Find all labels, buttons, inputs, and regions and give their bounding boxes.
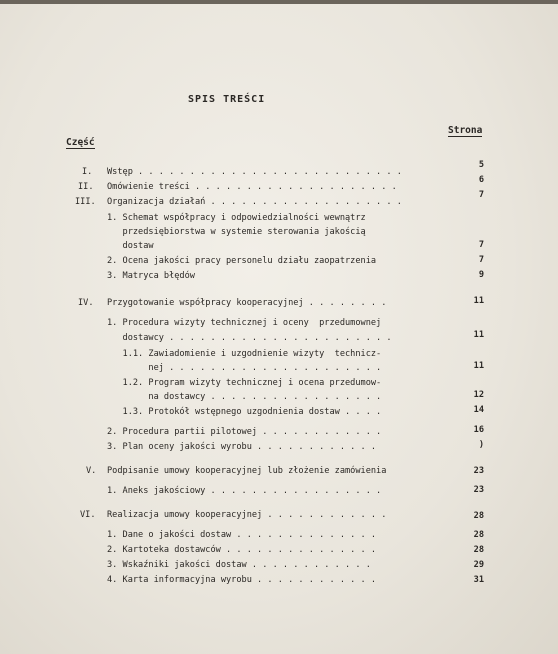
row-page: ) — [478, 440, 484, 450]
row-page: 28 — [473, 530, 484, 540]
row-text: Podpisanie umowy kooperacyjnej lub złożenie zamówienia — [107, 466, 387, 476]
row-number: I. — [82, 167, 93, 177]
row-page: 12 — [473, 390, 484, 400]
row-page: 28 — [473, 511, 484, 521]
row-number: III. — [75, 197, 96, 207]
row-text: Realizacja umowy kooperacyjnej . . . . . . . . . . . . — [107, 510, 387, 520]
header-page: Strona — [448, 125, 483, 136]
row-text: 1. Aneks jakościowy . . . . . . . . . . . . . . . . . — [107, 486, 382, 496]
row-text: 3. Plan oceny jakości wyrobu . . . . . . . . . . . . — [107, 442, 377, 452]
row-page: 7 — [478, 190, 484, 200]
row-text: 1.3. Protokół wstępnego uzgodnienia dostaw . . . . — [107, 407, 382, 417]
row-text: Przygotowanie współpracy kooperacyjnej . . . . . . . . — [107, 298, 387, 308]
row-number: IV. — [78, 298, 94, 308]
row-text: 3. Wskaźniki jakości dostaw . . . . . . . . . . . . — [107, 560, 371, 570]
row-text: 1.2. Program wizyty technicznej i ocena przedumow- — [107, 378, 382, 388]
row-page: 7 — [478, 240, 484, 250]
row-page: 7 — [478, 255, 484, 265]
row-page: 28 — [473, 545, 484, 555]
header-part: Część — [66, 137, 95, 148]
row-text: 2. Procedura partii pilotowej . . . . . . . . . . . . — [107, 427, 382, 437]
row-text: Omówienie treści . . . . . . . . . . . . . . . . . . . . — [107, 182, 397, 192]
row-page: 6 — [478, 175, 484, 185]
row-page: 11 — [473, 330, 484, 340]
row-page: 23 — [473, 485, 484, 495]
row-text: przedsiębiorstwa w systemie sterowania jakością — [107, 227, 366, 237]
row-text: 1. Procedura wizyty technicznej i oceny przedumownej — [107, 318, 382, 328]
row-page: 9 — [478, 270, 484, 280]
row-text: 1.1. Zawiadomienie i uzgodnienie wizyty technicz- — [107, 349, 382, 359]
row-text: 3. Matryca błędów — [107, 271, 195, 281]
row-text: na dostawcy . . . . . . . . . . . . . . . . . — [107, 392, 382, 402]
row-page: 29 — [473, 560, 484, 570]
row-page: 16 — [473, 425, 484, 435]
toc-title: SPIS TREŚCI — [188, 94, 266, 105]
row-page: 23 — [473, 466, 484, 476]
row-page: 11 — [473, 361, 484, 371]
row-page: 11 — [473, 296, 484, 306]
row-text: 4. Karta informacyjna wyrobu . . . . . . . . . . . . — [107, 575, 377, 585]
row-number: II. — [78, 182, 94, 192]
row-page: 14 — [473, 405, 484, 415]
page-top-edge — [0, 0, 558, 4]
row-text: 1. Dane o jakości dostaw . . . . . . . . . . . . . . — [107, 530, 377, 540]
row-text: Wstęp . . . . . . . . . . . . . . . . . . . . . . . . . . — [107, 167, 402, 177]
row-text: 1. Schemat współpracy i odpowiedzialności wewnątrz — [107, 213, 366, 223]
row-text: 2. Ocena jakości pracy personelu działu zaopatrzenia — [107, 256, 377, 266]
row-text: Organizacja działań . . . . . . . . . . . . . . . . . . . — [107, 197, 402, 207]
row-page: 31 — [473, 575, 484, 585]
row-page: 5 — [478, 160, 484, 170]
row-number: VI. — [80, 510, 96, 520]
row-number: V. — [86, 466, 97, 476]
row-text: 2. Kartoteka dostawców . . . . . . . . . . . . . . . — [107, 545, 377, 555]
row-text: dostaw — [107, 241, 154, 251]
row-text: dostawcy . . . . . . . . . . . . . . . . . . . . . . — [107, 333, 392, 343]
row-text: nej . . . . . . . . . . . . . . . . . . . . . — [107, 363, 382, 373]
